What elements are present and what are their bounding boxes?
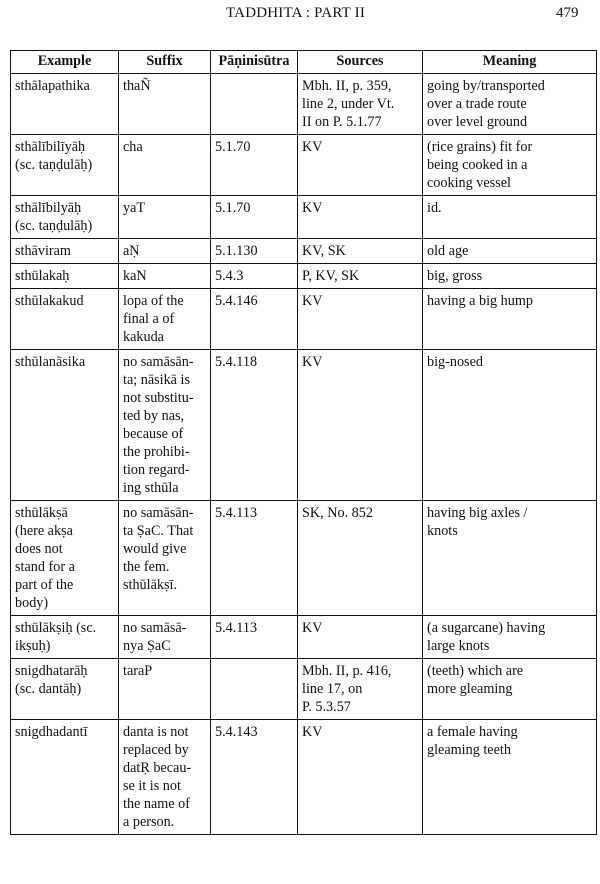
cell-suffix: [119, 289, 211, 350]
cell-sutra: [211, 264, 298, 289]
cell-line: (rice grains) fit for: [427, 139, 533, 155]
cell-line: a female having: [427, 724, 518, 740]
cell-line: KV: [302, 354, 323, 370]
cell-line: (here akṣa: [15, 523, 73, 539]
cell-line: 5.4.146: [215, 293, 258, 309]
cell-meaning: [423, 289, 597, 350]
cell-meaning: [423, 135, 597, 196]
cell-line: snigdhadantī: [15, 724, 88, 740]
running-head: [0, 5, 600, 25]
table-row: [11, 135, 597, 196]
cell-line: KV: [302, 139, 323, 155]
cell-line: sthāviram: [15, 243, 71, 259]
cell-sutra: [211, 616, 298, 659]
cell-line: thaÑ: [123, 78, 151, 94]
cell-line: se it is not: [123, 778, 181, 794]
cell-sources: [298, 350, 423, 501]
cell-line: more gleaming: [427, 681, 513, 697]
table-row: [11, 501, 597, 616]
cell-line: replaced by: [123, 742, 189, 758]
cell-example: [11, 74, 119, 135]
cell-line: having a big hump: [427, 293, 533, 309]
table-row: [11, 264, 597, 289]
cell-line: sthūlākṣā: [15, 505, 68, 521]
cell-line: danta is not: [123, 724, 189, 740]
cell-line: over a trade route: [427, 96, 527, 112]
cell-suffix: [119, 135, 211, 196]
cell-line: snigdhatarāḥ: [15, 663, 88, 679]
cell-line: stand for a: [15, 559, 75, 575]
cell-example: [11, 289, 119, 350]
table-row: [11, 350, 597, 501]
cell-suffix: [119, 239, 211, 264]
cell-line: cooking vessel: [427, 175, 511, 191]
cell-sources: [298, 659, 423, 720]
column-header-paninisutra: Pāṇinisūtra: [211, 51, 298, 74]
cell-line: body): [15, 595, 49, 611]
cell-line: big-nosed: [427, 354, 483, 370]
cell-line: yaT: [123, 200, 146, 216]
cell-line: lopa of the: [123, 293, 184, 309]
column-header-suffix: Suffix: [119, 51, 211, 74]
cell-line: sthūlākṣiḥ (sc.: [15, 620, 97, 636]
cell-suffix: [119, 720, 211, 835]
cell-meaning: [423, 264, 597, 289]
column-header-example: Example: [11, 51, 119, 74]
cell-line: going by/transported: [427, 78, 545, 94]
cell-suffix: [119, 350, 211, 501]
cell-example: [11, 264, 119, 289]
cell-line: 5.1.70: [215, 200, 251, 216]
cell-line: no samāsān-: [123, 505, 194, 521]
cell-suffix: [119, 659, 211, 720]
cell-suffix: [119, 501, 211, 616]
cell-line: does not: [15, 541, 63, 557]
cell-line: because of: [123, 426, 184, 442]
cell-line: P, KV, SK: [302, 268, 360, 284]
cell-line: kakuda: [123, 329, 164, 345]
column-header-sources: Sources: [298, 51, 423, 74]
cell-line: Mbh. II, p. 416,: [302, 663, 392, 679]
cell-sutra: [211, 196, 298, 239]
cell-sources: [298, 616, 423, 659]
table-row: [11, 74, 597, 135]
cell-sutra: [211, 289, 298, 350]
cell-suffix: [119, 616, 211, 659]
cell-line: sthālībilyāḥ: [15, 200, 82, 216]
cell-line: KV: [302, 293, 323, 309]
cell-line: final a of: [123, 311, 175, 327]
cell-sutra: [211, 501, 298, 616]
cell-line: cha: [123, 139, 143, 155]
cell-line: a person.: [123, 814, 175, 830]
cell-sutra: [211, 720, 298, 835]
cell-example: [11, 196, 119, 239]
cell-suffix: [119, 264, 211, 289]
cell-line: 5.4.143: [215, 724, 258, 740]
cell-line: (sc. taṇḍulāḥ): [15, 218, 93, 234]
cell-meaning: [423, 239, 597, 264]
table-row: [11, 616, 597, 659]
cell-line: gleaming teeth: [427, 742, 511, 758]
cell-sources: [298, 135, 423, 196]
cell-line: sthālībilīyāḥ: [15, 139, 86, 155]
cell-meaning: [423, 659, 597, 720]
page-number: 479: [556, 5, 579, 21]
cell-line: (sc. taṇḍulāḥ): [15, 157, 93, 173]
table-body: [11, 74, 597, 835]
cell-line: the name of: [123, 796, 190, 812]
cell-sutra: [211, 135, 298, 196]
cell-line: KV: [302, 200, 323, 216]
table-row: [11, 289, 597, 350]
suffix-table: [10, 50, 597, 835]
cell-example: [11, 501, 119, 616]
cell-line: ikṣuḥ): [15, 638, 51, 654]
table-row: [11, 659, 597, 720]
cell-line: being cooked in a: [427, 157, 528, 173]
cell-line: ta ṢaC. That: [123, 523, 194, 539]
cell-line: large knots: [427, 638, 490, 654]
running-title: TADDHITA : PART II: [226, 5, 366, 21]
cell-sutra: [211, 659, 298, 720]
cell-line: (sc. dantāḥ): [15, 681, 82, 697]
cell-sutra: [211, 350, 298, 501]
cell-line: datṚ becau-: [123, 760, 192, 776]
cell-example: [11, 720, 119, 835]
cell-suffix: [119, 74, 211, 135]
header-row: [11, 51, 597, 74]
cell-line: nya ṢaC: [123, 638, 171, 654]
cell-line: (teeth) which are: [427, 663, 524, 679]
cell-line: taraP: [123, 663, 153, 679]
cell-sources: [298, 196, 423, 239]
cell-line: sthūlanāsika: [15, 354, 86, 370]
cell-line: ing sthūla: [123, 480, 179, 496]
cell-meaning: [423, 350, 597, 501]
cell-line: having big axles /: [427, 505, 528, 521]
cell-line: ted by nas,: [123, 408, 185, 424]
cell-example: [11, 350, 119, 501]
cell-sources: [298, 289, 423, 350]
cell-sources: [298, 74, 423, 135]
cell-line: sthūlakaḥ: [15, 268, 70, 284]
cell-example: [11, 659, 119, 720]
cell-line: 5.4.113: [215, 505, 258, 521]
cell-example: [11, 239, 119, 264]
cell-meaning: [423, 74, 597, 135]
cell-line: 5.4.118: [215, 354, 258, 370]
cell-line: the fem.: [123, 559, 170, 575]
cell-sources: [298, 239, 423, 264]
cell-sources: [298, 720, 423, 835]
cell-line: 5.1.70: [215, 139, 251, 155]
cell-line: sthūlakakud: [15, 293, 84, 309]
cell-sources: [298, 264, 423, 289]
table-header: [11, 51, 597, 74]
cell-line: ta; nāsikā is: [123, 372, 190, 388]
cell-line: over level ground: [427, 114, 528, 130]
cell-line: would give: [123, 541, 187, 557]
cell-sutra: [211, 74, 298, 135]
table-row: [11, 720, 597, 835]
cell-suffix: [119, 196, 211, 239]
cell-line: big, gross: [427, 268, 483, 284]
cell-line: the prohibi-: [123, 444, 190, 460]
cell-line: KV: [302, 724, 323, 740]
cell-meaning: [423, 196, 597, 239]
cell-line: line 2, under Vt.: [302, 96, 395, 112]
cell-example: [11, 616, 119, 659]
cell-line: id.: [427, 200, 442, 216]
cell-line: tion regard-: [123, 462, 190, 478]
cell-meaning: [423, 720, 597, 835]
table-row: [11, 196, 597, 239]
cell-line: P. 5.3.57: [302, 699, 351, 715]
cell-meaning: [423, 616, 597, 659]
column-header-meaning: Meaning: [423, 51, 597, 74]
cell-line: 5.4.3: [215, 268, 244, 284]
cell-meaning: [423, 501, 597, 616]
cell-line: 5.1.130: [215, 243, 258, 259]
cell-line: sthūlākṣī.: [123, 577, 177, 593]
cell-line: aṆ: [123, 243, 140, 259]
cell-line: not substitu-: [123, 390, 194, 406]
cell-line: sthālapathika: [15, 78, 90, 94]
cell-line: KV, SK: [302, 243, 346, 259]
cell-sutra: [211, 239, 298, 264]
cell-line: II on P. 5.1.77: [302, 114, 382, 130]
cell-line: line 17, on: [302, 681, 363, 697]
cell-example: [11, 135, 119, 196]
cell-line: Mbh. II, p. 359,: [302, 78, 392, 94]
cell-line: part of the: [15, 577, 74, 593]
cell-line: KV: [302, 620, 323, 636]
cell-line: no samāsān-: [123, 354, 194, 370]
table-row: [11, 239, 597, 264]
cell-line: no samāsā-: [123, 620, 187, 636]
cell-line: SK, No. 852: [302, 505, 373, 521]
cell-line: kaN: [123, 268, 147, 284]
cell-line: 5.4.113: [215, 620, 258, 636]
cell-line: knots: [427, 523, 458, 539]
cell-sources: [298, 501, 423, 616]
cell-line: old age: [427, 243, 469, 259]
cell-line: (a sugarcane) having: [427, 620, 546, 636]
